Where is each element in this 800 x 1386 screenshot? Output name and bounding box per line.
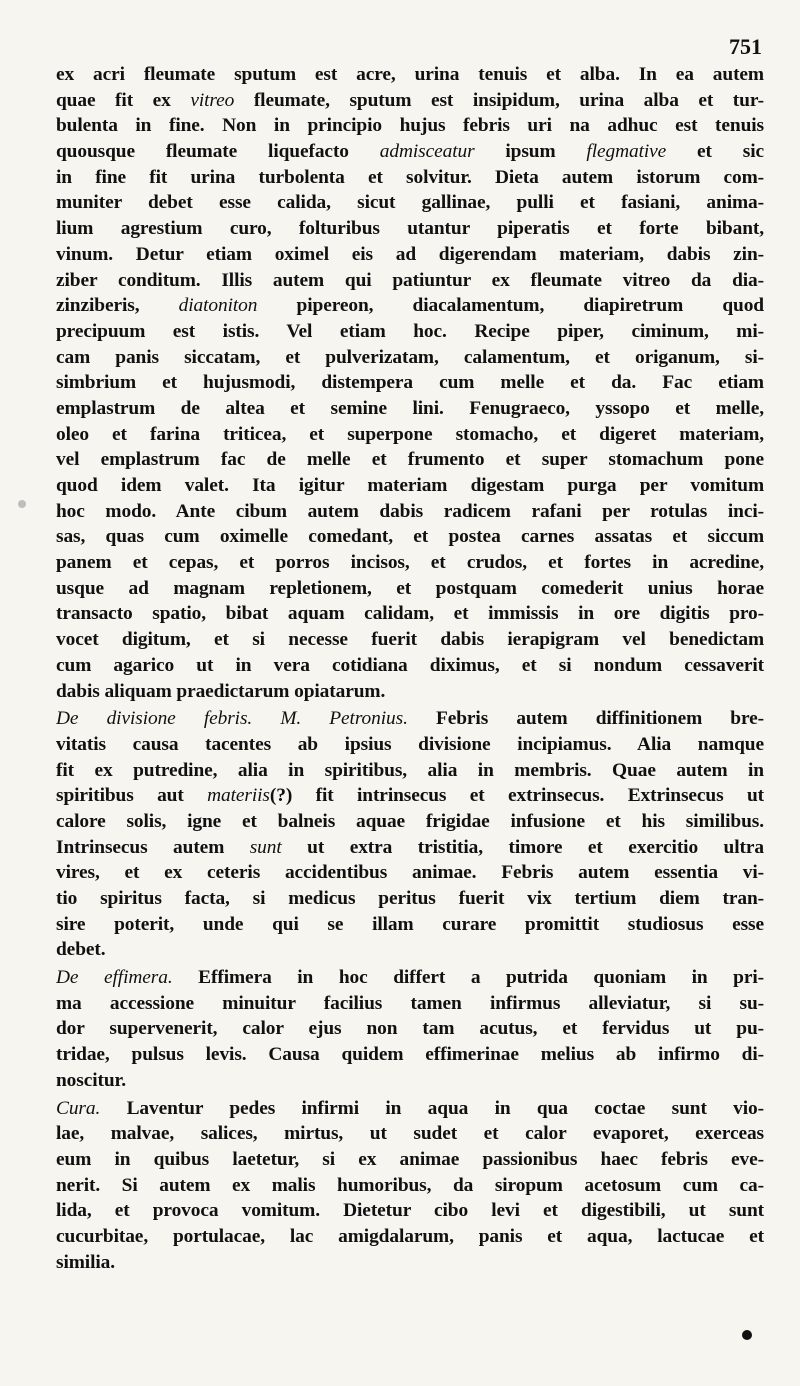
text-line — [56, 1198, 764, 1224]
italic-text: De divisione febris. M. Petronius. — [56, 708, 408, 730]
text-run: ma accessione minuitur facilius tamen infirmus alleviatur, si su- — [56, 992, 764, 1014]
text-line — [56, 550, 764, 576]
text-line — [56, 139, 764, 165]
text-line — [56, 912, 764, 938]
text-run: dabis aliquam praedictarum opiatarum. — [56, 680, 386, 702]
text-run: sire poterit, unde qui se illam curare promittit studiosus esse — [56, 913, 764, 935]
text-line — [56, 706, 764, 732]
text-run: in fine fit urina turbolenta et solvitur. Dieta autem istorum com- — [56, 166, 764, 188]
text-run: quod idem valet. Ita igitur materiam digestam purga per vomitum — [56, 475, 764, 496]
text-run: Intrinsecus autem — [56, 836, 250, 858]
text-line — [56, 835, 764, 861]
text-line — [56, 732, 764, 758]
text-run: vocet digitum, et si necesse fuerit dabis ierapigram vel benedictam — [56, 629, 764, 651]
text-line — [56, 679, 764, 705]
text-line — [56, 524, 764, 550]
text-run: similia. — [56, 1251, 115, 1273]
text-run: bulenta in fine. Non in principio hujus febris uri na adhuc est tenuis — [56, 115, 764, 137]
text-run: lida, et provoca vomitum. Dietetur cibo levi et digestibili, ut sunt — [56, 1200, 764, 1222]
text-line — [56, 113, 764, 139]
text-line — [56, 242, 764, 268]
print-speck — [18, 500, 26, 508]
text-run: tridae, pulsus levis. Causa quidem effimerinae melius ab infirmo di- — [56, 1044, 764, 1066]
text-line — [56, 653, 764, 679]
text-run: fleumate, sputum est insipidum, urina alba et tur- — [234, 89, 764, 111]
text-line — [56, 937, 764, 963]
text-line — [56, 88, 764, 114]
italic-text: De effimera. — [56, 967, 173, 989]
text-run: Febris autem diffinitionem bre- — [407, 708, 764, 730]
text-run: zinziberis, — [56, 295, 179, 317]
italic-text: Cura. — [56, 1097, 101, 1119]
text-run: Laventur pedes infirmi in aqua in qua coctae sunt vio- — [100, 1097, 764, 1119]
text-line — [56, 783, 764, 809]
text-run: vel emplastrum fac de melle et frumento et super stomachum pone — [56, 449, 764, 471]
text-line — [56, 370, 764, 396]
text-run: muniter debet esse calida, sicut gallinae, pulli et fasiani, anima- — [56, 192, 764, 214]
text-line — [56, 1147, 764, 1173]
text-line — [56, 860, 764, 886]
end-ornament — [742, 1330, 752, 1340]
text-run: sas, quas cum oximelle comedant, et postea carnes assatas et siccum — [56, 526, 764, 548]
text-run: Effimera in hoc differt a putrida quoniam in pri- — [172, 967, 764, 989]
text-line — [56, 601, 764, 627]
text-line — [56, 422, 764, 448]
text-run: ziber conditum. Illis autem qui patiuntur ex fleumate vitreo da dia- — [56, 269, 764, 291]
italic-text: admisceatur — [379, 141, 475, 163]
text-line — [56, 758, 764, 784]
text-line — [56, 345, 764, 371]
text-run: tio spiritus facta, si medicus peritus fuerit vix tertium diem tran- — [56, 888, 764, 909]
body-text — [56, 62, 764, 1275]
text-line — [56, 190, 764, 216]
text-run: oleo et farina triticea, et superpone stomacho, et digeret materiam, — [56, 423, 764, 445]
text-run: ipsum — [474, 141, 587, 163]
text-run: pipereon, diacalamentum, diapiretrum quod — [257, 295, 764, 317]
text-line — [56, 576, 764, 602]
italic-text: sunt — [249, 836, 282, 858]
text-line — [56, 886, 764, 912]
text-run: vitatis causa tacentes ab ipsius divisione incipiamus. Alia namque — [56, 733, 764, 755]
text-line — [56, 1068, 764, 1094]
text-line — [56, 473, 764, 499]
text-run: ex acri fleumate sputum est acre, urina tenuis et alba. In ea autem — [56, 64, 764, 85]
text-line — [56, 965, 764, 991]
text-run: panem et cepas, et porros incisos, et crudos, et fortes in acredine, — [56, 552, 764, 574]
text-run: lium agrestium curo, folturibus utantur piperatis et forte bibant, — [56, 218, 764, 240]
text-run: quousque fleumate liquefacto — [56, 141, 380, 163]
text-run: simbrium et hujusmodi, distempera cum melle et da. Fac etiam — [56, 372, 764, 394]
text-run: cum agarico ut in vera cotidiana diximus, et si nondum cessaverit — [56, 654, 764, 676]
text-line — [56, 1042, 764, 1068]
text-line — [56, 1250, 764, 1276]
italic-text: materiis — [207, 785, 270, 807]
text-run: et sic — [666, 141, 764, 163]
text-run: fit ex putredine, alia in spiritibus, alia in membris. Quae autem in — [56, 759, 764, 781]
text-line — [56, 627, 764, 653]
text-line — [56, 396, 764, 422]
text-run: vinum. Detur etiam oximel eis ad digerendam materiam, dabis zin- — [56, 243, 764, 265]
text-run: calore solis, igne et balneis aquae frigidae infusione et his similibus. — [56, 810, 764, 832]
text-line — [56, 809, 764, 835]
text-run: spiritibus aut — [56, 785, 208, 807]
text-run: eum in quibus laetetur, si ex animae passionibus haec febris eve- — [56, 1148, 764, 1170]
text-line — [56, 1016, 764, 1042]
text-run: usque ad magnam repletionem, et postquam comederit unius horae — [56, 577, 764, 599]
text-line — [56, 1121, 764, 1147]
text-run: hoc modo. Ante cibum autem dabis radicem rafani per rotulas inci- — [56, 500, 764, 522]
italic-text: flegmative — [586, 141, 667, 163]
text-line — [56, 165, 764, 191]
text-run: ut extra tristitia, timore et exercitio ultra — [281, 836, 764, 858]
text-run: (?) fit intrinsecus et extrinsecus. Extrinsecus ut — [269, 785, 764, 807]
italic-text: diatoniton — [178, 295, 258, 317]
text-run: nerit. Si autem ex malis humoribus, da siropum acetosum cum ca- — [56, 1174, 764, 1196]
text-run: quae fit ex — [56, 89, 191, 111]
text-line — [56, 268, 764, 294]
italic-text: vitreo — [190, 89, 235, 111]
text-run: cam panis siccatam, et pulverizatam, calamentum, et origanum, si- — [56, 346, 764, 368]
text-run: dor supervenerit, calor ejus non tam acutus, et fervidus ut pu- — [56, 1018, 764, 1040]
text-run: vires, et ex ceteris accidentibus animae. Febris autem essentia vi- — [56, 862, 764, 884]
text-line — [56, 1096, 764, 1122]
text-run: lae, malvae, salices, mirtus, ut sudet et calor evaporet, exerceas — [56, 1123, 764, 1145]
text-run: debet. — [56, 939, 106, 961]
text-line — [56, 62, 764, 88]
text-line — [56, 216, 764, 242]
text-line — [56, 991, 764, 1017]
text-line — [56, 293, 764, 319]
text-line — [56, 1173, 764, 1199]
text-run: noscitur. — [56, 1069, 127, 1091]
text-line — [56, 1224, 764, 1250]
text-run: emplastrum de altea et semine lini. Fenugraeco, yssopo et melle, — [56, 397, 764, 419]
page-number: 751 — [729, 34, 762, 59]
text-line — [56, 499, 764, 525]
text-run: precipuum est istis. Vel etiam hoc. Recipe piper, ciminum, mi- — [56, 320, 764, 342]
text-line — [56, 447, 764, 473]
text-line — [56, 319, 764, 345]
text-run: cucurbitae, portulacae, lac amigdalarum, panis et aqua, lactucae et — [56, 1225, 764, 1247]
text-run: transacto spatio, bibat aquam calidam, et immissis in ore digitis pro- — [56, 603, 764, 625]
